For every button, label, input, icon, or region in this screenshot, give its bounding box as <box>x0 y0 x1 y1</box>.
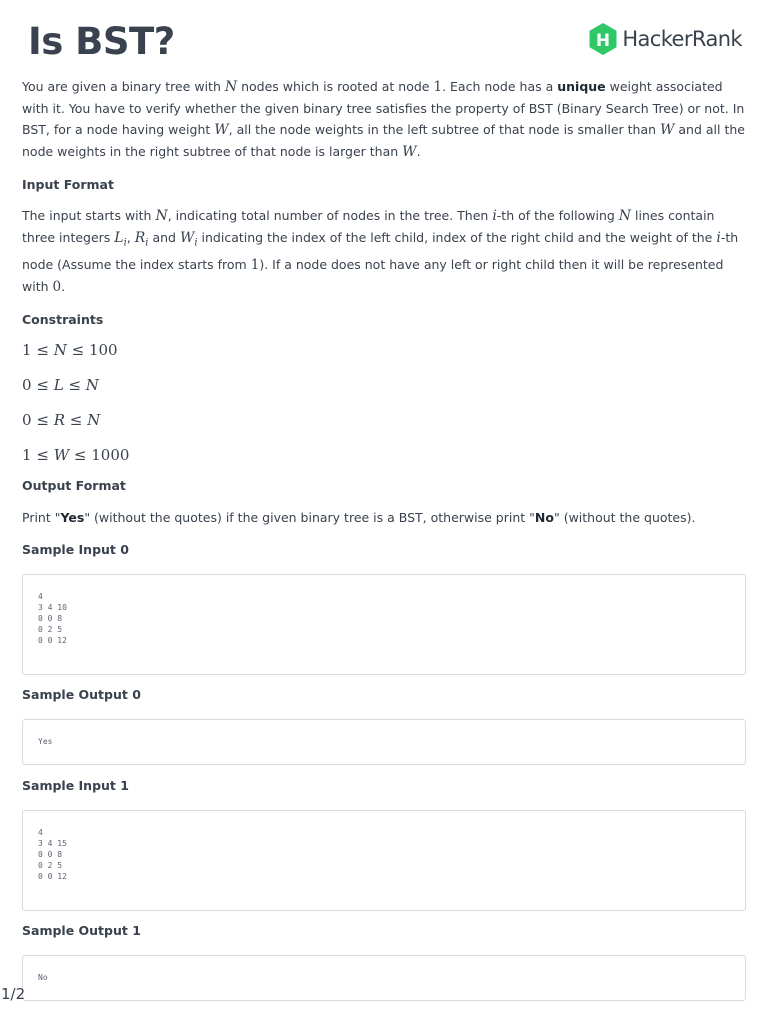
math-num: 1 <box>433 79 443 95</box>
emphasis-unique: unique <box>557 79 606 94</box>
page-number: 1/2 <box>1 985 26 1003</box>
constraint-r: 0 ≤ R ≤ N <box>22 410 101 429</box>
input-format-heading: Input Format <box>22 177 114 192</box>
page-title: Is BST? <box>28 20 175 63</box>
math-var: W <box>214 122 229 138</box>
output-format-text: Print "Yes" (without the quotes) if the given binary tree is a BST, otherwise print "No" (without the quotes). <box>22 509 696 525</box>
sample-input-0-box: 4 3 4 10 0 0 8 0 2 5 0 0 12 <box>22 574 746 675</box>
constraint-n: 1 ≤ N ≤ 100 <box>22 340 118 359</box>
sample-output-1-box: No <box>22 955 746 1001</box>
sample-input-1-heading: Sample Input 1 <box>22 777 129 793</box>
sample-input-0-heading: Sample Input 0 <box>22 541 129 557</box>
header <box>28 18 742 66</box>
sample-output-0-box: Yes <box>22 719 746 765</box>
problem-content <box>22 76 746 1001</box>
output-format-heading: Output Format <box>22 477 126 493</box>
problem-statement: You are given a binary tree with N nodes which is rooted at node 1. Each node has a unique weight associated with it. You have to verify whether the given binary tree satisfies the property of BST (Binary Search Tree) or not. In BST, for a node having weight W, all the node weights in the left subtree of that node is smaller than W and all the node weights in the right subtree of that node is larger than W. <box>22 79 745 160</box>
constraint-w: 1 ≤ W ≤ 1000 <box>22 445 130 464</box>
brand-name: HackerRank <box>622 27 742 51</box>
input-format-text: The input starts with N, indicating total number of nodes in the tree. Then i-th of the following N lines contain three integers $L_i$, $R_i$ and $W_i$ indicating the index of the left child, index of the right child and the weight of the i-th node (Assume the index starts from 1). If a node does not have any left or right child then it will be represented with 0. <box>22 208 739 295</box>
hackerrank-logo <box>588 22 742 56</box>
sample-output-1-heading: Sample Output 1 <box>22 922 141 938</box>
constraints-list <box>22 340 746 465</box>
math-var: N <box>224 79 238 95</box>
constraints-heading: Constraints <box>22 311 104 327</box>
constraint-l: 0 ≤ L ≤ N <box>22 375 99 394</box>
math-var: W <box>402 144 417 160</box>
logo-letter: H <box>596 31 611 51</box>
sample-input-1-box: 4 3 4 15 0 0 8 0 2 5 0 0 12 <box>22 810 746 911</box>
sample-output-0-heading: Sample Output 0 <box>22 686 141 702</box>
hackerrank-hexagon-icon <box>588 22 618 56</box>
math-var: W <box>660 122 675 138</box>
